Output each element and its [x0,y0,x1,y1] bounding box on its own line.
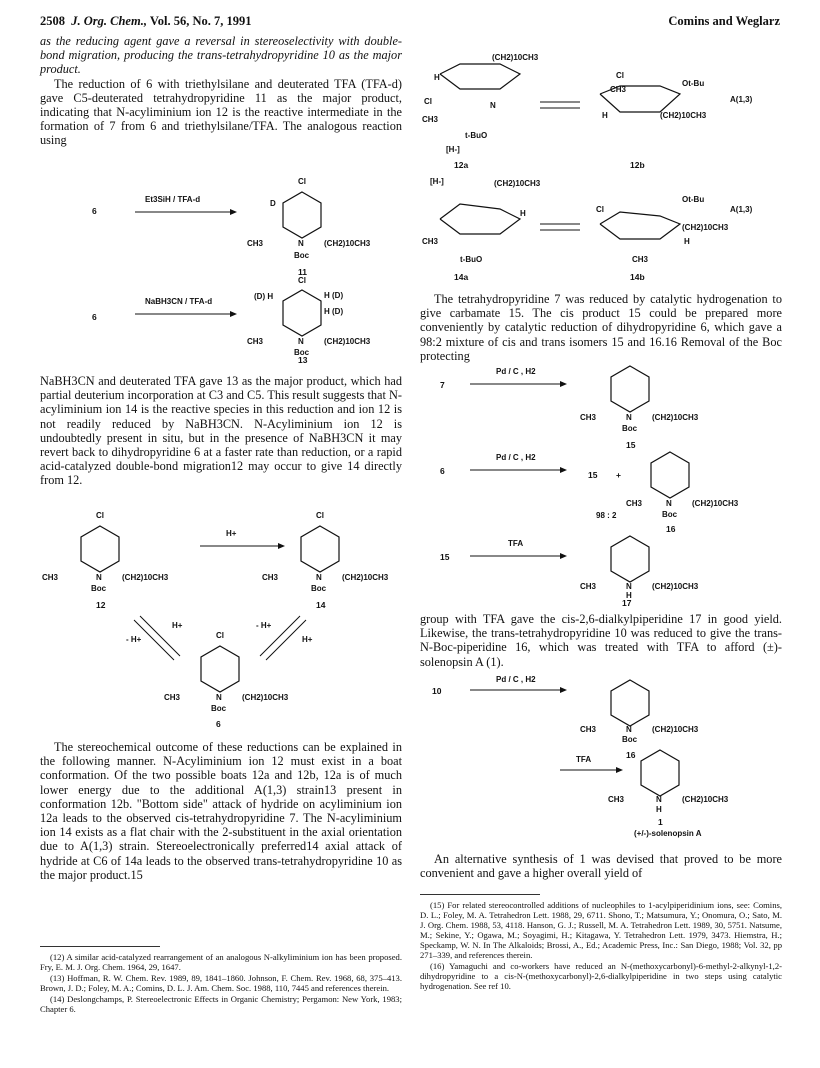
svg-text:N: N [316,573,322,582]
reagent: Pd / C , H2 [496,675,536,684]
svg-text:Boc: Boc [662,510,678,519]
svg-text:N: N [490,101,496,110]
svg-text:H: H [684,237,690,246]
page-number: 2508 [40,14,65,28]
svg-text:(CH2)10CH3: (CH2)10CH3 [652,413,699,422]
structure-13 [247,276,371,364]
left-footnotes [40,952,402,1015]
structure-15 [580,366,699,450]
svg-text:(CH2)10CH3: (CH2)10CH3 [324,337,371,346]
right-column-mid [420,612,782,669]
svg-text:N: N [666,499,672,508]
arrowhead [230,311,237,317]
reagent: TFA [576,755,592,764]
compound-label: 12a [454,160,469,170]
svg-text:(CH2)10CH3: (CH2)10CH3 [342,573,389,582]
svg-text:H (D): H (D) [324,291,344,300]
footnote: (16) Yamaguchi and co-workers have reduced an N-(methoxycarbonyl)-6-methyl-2-alkynyl-1,2-dihydropyridine to a cis-N-(methoxycarbonyl)-2,6-dialkylpiperidine in two steps using catalytic hydrogenation. See ref 10. [420,961,782,991]
svg-text:CH3: CH3 [626,499,643,508]
scheme-solenopsin [420,670,782,840]
svg-text:CH3: CH3 [608,795,625,804]
compound-label: 14a [454,272,469,282]
compound-label: 6 [216,719,221,729]
svg-text:CH3: CH3 [164,693,181,702]
svg-text:CH3: CH3 [580,582,597,591]
svg-text:(D) H: (D) H [254,292,274,301]
svg-text:CH3: CH3 [422,115,439,124]
paragraph: The stereochemical outcome of these reductions can be explained in the following manner. N-Acyliminium ion 12 must exist in a boat conformation. Of the two possible boats 12a and 12b, 12a is of much lower energy due to the additional A(1,3) strain13 present in conformation 12b. "Bottom side" attack of hydride on acyliminium ion 12a leads to the observed cis-tetrahydropyridine 7. The N-acyliminium ion 14 exists as a flat chair with the 2-substituent in the axial orientation due to A(1,3) strain. Stereoelectronically preferred14 axial attack of hydride at C6 of 14a leads to the observed trans-tetrahydropyridine 10 as the major product.15 [40,740,402,882]
paragraph: The reduction of 6 with triethylsilane and deuterated TFA (TFA-d) gave C5-deuterated tetrahydropyridine 11 as the major product, indicating that N-acyliminium ion 12 is the reactive intermediate in the formation of 7 from 6 and triethylsilane/TFA. The analogous reaction using [40,76,402,148]
compound-label: 13 [298,355,308,364]
svg-text:(CH2)10CH3: (CH2)10CH3 [660,111,707,120]
svg-text:A(1,3): A(1,3) [730,205,753,214]
svg-text:Boc: Boc [211,704,227,713]
svg-text:[H-]: [H-] [446,145,460,154]
svg-text:t-BuO: t-BuO [465,131,488,140]
svg-text:(CH2)10CH3: (CH2)10CH3 [492,53,539,62]
structure-16 [580,680,699,760]
scheme-iminium-equilibrium [40,508,402,730]
structure-12 [42,511,169,610]
right-column-top [420,292,782,363]
structure-14a [422,177,541,282]
paragraph: The tetrahydropyridine 7 was reduced by catalytic hydrogenation to give carbamate 15. The cis product 15 could be prepared more conveniently by catalytic reduction of dihydropyridine 6, which gave a 98:2 mixture of cis and trans isomers 15 and 16.16 Removal of the Boc protecting [420,292,782,363]
svg-text:H: H [656,805,662,814]
svg-text:(CH2)10CH3: (CH2)10CH3 [494,179,541,188]
svg-text:t-BuO: t-BuO [460,255,483,264]
structure-11 [247,177,371,277]
compound-label: 17 [622,598,632,608]
svg-text:N: N [656,795,662,804]
left-column-top [40,34,402,148]
compound-label: 10 [432,686,442,696]
svg-text:Boc: Boc [622,424,638,433]
svg-text:Boc: Boc [294,251,310,260]
compound-label: 12 [96,600,106,610]
footnote: (14) Deslongchamps, P. Stereoelectronic Effects in Organic Chemistry; Pergamon: New York, 1983; Chapter 6. [40,994,402,1014]
svg-text:D: D [270,199,276,208]
svg-text:CH3: CH3 [247,337,264,346]
svg-text:N: N [626,725,632,734]
svg-text:CH3: CH3 [247,239,264,248]
svg-text:Boc: Boc [622,735,638,744]
svg-text:H+: H+ [302,635,313,644]
structure-12a [422,53,539,170]
svg-text:N: N [96,573,102,582]
scheme-conformations [420,34,782,284]
svg-text:Cl: Cl [298,177,306,186]
compound-label: 15 [588,470,598,480]
svg-text:(CH2)10CH3: (CH2)10CH3 [692,499,739,508]
structure-17 [580,536,699,598]
scheme-deuteration [40,172,402,364]
compound-label: 14 [316,600,326,610]
right-footnotes [420,900,782,992]
paragraph: An alternative synthesis of 1 was devised that proved to be more convenient and gave a higher overall yield of [420,852,782,881]
running-header [40,14,780,32]
svg-text:A(1,3): A(1,3) [730,95,753,104]
svg-text:CH3: CH3 [610,85,627,94]
svg-text:+: + [616,470,621,480]
svg-text:N: N [626,413,632,422]
right-column-bottom [420,852,782,880]
svg-text:Cl: Cl [424,97,432,106]
compound-label: 11 [298,267,307,277]
svg-text:- H+: - H+ [256,621,272,630]
arrowhead [230,209,237,215]
compound-label: 1 [658,817,663,827]
svg-text:N: N [626,582,632,591]
svg-text:H+: H+ [172,621,183,630]
svg-text:Cl: Cl [596,205,604,214]
scheme-hydrogenation [420,360,782,598]
compound-label: 15 [440,552,450,562]
compound-name: (+/-)-solenopsin A [634,829,702,838]
svg-text:Ot-Bu: Ot-Bu [682,195,705,204]
svg-text:CH3: CH3 [580,413,597,422]
svg-text:Boc: Boc [294,348,310,357]
paragraph: NaBH3CN and deuterated TFA gave 13 as the major product, which had partial deuterium incorporation at C3 and C5. This result suggests that N-acyliminium ion 14 is the reactive species in this reduction and ion 12 is not readily reduced by NaBH3CN. N-Acyliminium ion 12 is undoubtedly present in situ, but in the presence of NaBH3CN it may revert back to dihydropyridine 6 at a faster rate than reduction, or a rapid acid-catalyzed double-bond migration12 may occur to give 14 directly from 12. [40,374,402,488]
reagent: NaBH3CN / TFA-d [145,297,213,306]
footnote: (13) Hoffman, R. W. Chem. Rev. 1989, 89, 1841–1860. Johnson, F. Chem. Rev. 1968, 68, 375–413. Brown, J. D.; Foley, M. A.; Comins, D. L. J. Am. Chem. Soc. 1988, 110, 7445 and references therein. [40,973,402,993]
svg-text:N: N [216,693,222,702]
reagent: Pd / C , H2 [496,453,536,462]
paragraph: group with TFA gave the cis-2,6-dialkylpiperidine 17 in good yield. Likewise, the trans-tetrahydropyridine 10 was reduced to give the trans-N-Boc-piperidine 16, which was treated with TFA to afford (±)-solenopsin A (1). [420,612,782,669]
compound-label: 6 [92,312,97,322]
svg-text:Boc: Boc [311,584,327,593]
svg-text:CH3: CH3 [262,573,279,582]
structure-16 [626,452,739,534]
svg-text:(CH2)10CH3: (CH2)10CH3 [652,582,699,591]
svg-text:H: H [520,209,526,218]
structure-14 [262,511,389,610]
compound-label: 6 [440,466,445,476]
compound-label: 7 [440,380,445,390]
svg-text:(CH2)10CH3: (CH2)10CH3 [242,693,289,702]
svg-text:CH3: CH3 [42,573,59,582]
compound-label: 16 [626,750,636,760]
svg-text:Cl: Cl [316,511,324,520]
svg-text:H (D): H (D) [324,307,344,316]
reagent: TFA [508,539,524,548]
svg-text:Cl: Cl [616,71,624,80]
svg-text:(CH2)10CH3: (CH2)10CH3 [682,223,729,232]
svg-text:Ot-Bu: Ot-Bu [682,79,705,88]
svg-text:H: H [626,591,632,598]
compound-label: 12b [630,160,645,170]
reagent: Et3SiH / TFA-d [145,195,201,204]
svg-text:(CH2)10CH3: (CH2)10CH3 [682,795,729,804]
journal-name: J. Org. Chem., [71,14,147,28]
svg-text:(CH2)10CH3: (CH2)10CH3 [122,573,169,582]
structure-12b [600,71,753,170]
compound-label: 6 [92,206,97,216]
journal-volume: Vol. 56, No. 7, 1991 [149,14,252,28]
svg-text:[H-]: [H-] [430,177,444,186]
svg-text:(CH2)10CH3: (CH2)10CH3 [652,725,699,734]
left-column-mid [40,374,402,488]
isomer-ratio: 98 : 2 [596,511,617,520]
svg-text:(CH2)10CH3: (CH2)10CH3 [324,239,371,248]
svg-text:CH3: CH3 [632,255,649,264]
footnote-rule [420,894,540,895]
footnote: (12) A similar acid-catalyzed rearrangement of an analogous N-alkyliminium ion has been proposed. Fry, E. M. J. Org. Chem. 1964, 29, 1647. [40,952,402,972]
svg-text:CH3: CH3 [580,725,597,734]
svg-text:H: H [602,111,608,120]
compound-label: 14b [630,272,645,282]
structure-14b [596,195,753,282]
svg-text:H: H [434,73,440,82]
footnote: (15) For related stereocontrolled additions of nucleophiles to 1-acylpiperidinium ions, see: Comins, D. L.; Foley, M. A. Tetrahedron Lett. 1988, 29, 6711. Shono, T.; Matsumura, Y.; Onomura, O.; Sato, M. J. Org. Chem. 1988, 53, 4118. Hanson, G. J.; Russell, M. A. Tetrahedron Lett. 1989, 30, 5751. Natsume, M.; Sekine, Y.; Ogawa, M.; Soyagimi, H.; Kitagawa, Y. Tetrahedron Lett. 1979, 3473. Hiemstra, H.; Speckamp, W. N. In The Alkaloids; Brossi, A., Ed.; Academic Press, Inc.: San Diego, 1988; Vol. 32, pp 271–339, and references therein. [420,900,782,960]
left-column-bottom [40,740,402,882]
authors: Comins and Weglarz [668,14,780,28]
svg-text:Cl: Cl [216,631,224,640]
paragraph: as the reducing agent gave a reversal in stereoselectivity with double-bond migration, producing the trans-tetrahydropyridine 10 as the major product. [40,34,402,77]
svg-text:Cl: Cl [96,511,104,520]
reagent: H+ [226,529,237,538]
compound-label: 16 [666,524,676,534]
compound-label: 15 [626,440,636,450]
structure-1 [608,750,729,838]
footnote-rule [40,946,160,947]
reagent: Pd / C , H2 [496,367,536,376]
svg-text:Boc: Boc [91,584,107,593]
svg-text:CH3: CH3 [422,237,439,246]
svg-text:Cl: Cl [298,276,306,285]
svg-text:N: N [298,239,304,248]
svg-text:- H+: - H+ [126,635,142,644]
svg-text:N: N [298,337,304,346]
